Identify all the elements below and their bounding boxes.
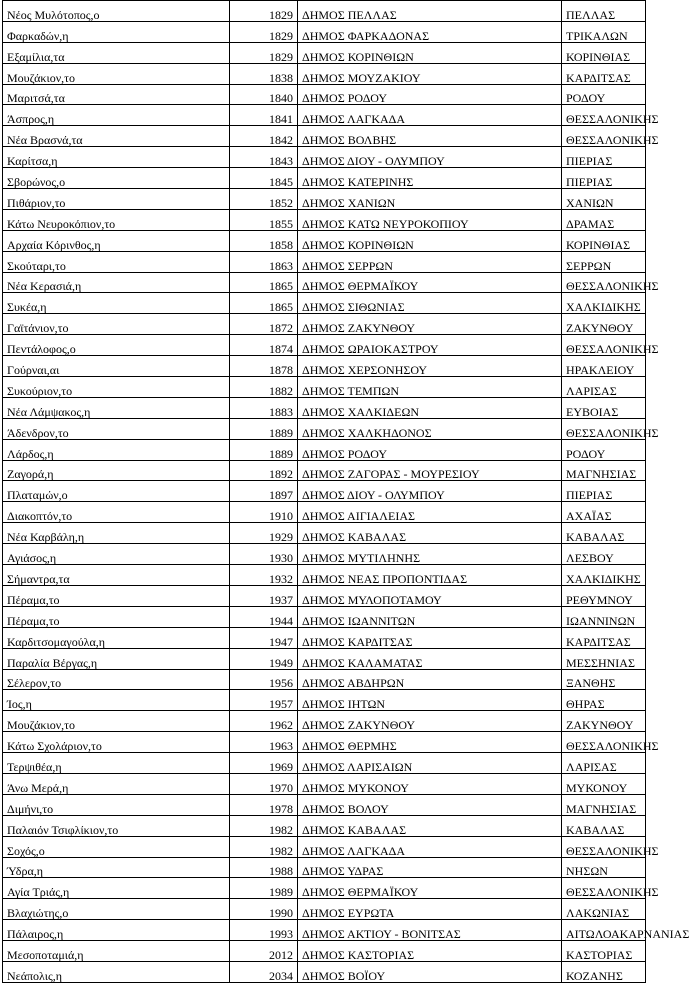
place-cell: Πλαταμών,ο: [3, 481, 230, 502]
year-cell: 1929: [230, 523, 298, 544]
table-row: [3, 753, 646, 774]
prefecture-cell: ΘΕΣΣΑΛΟΝΙΚΗΣ: [562, 418, 646, 439]
prefecture-cell: ΔΡΑΜΑΣ: [562, 209, 646, 230]
table-row: [3, 189, 646, 210]
table-row: [3, 63, 646, 84]
municipality-cell: ΔΗΜΟΣ ΖΑΓΟΡΑΣ - ΜΟΥΡΕΣΙΟΥ: [298, 460, 562, 481]
municipality-cell: ΔΗΜΟΣ ΡΟΔΟΥ: [298, 439, 562, 460]
prefecture-cell: ΖΑΚΥΝΘΟΥ: [562, 314, 646, 335]
place-cell: Μουζάκιον,το: [3, 711, 230, 732]
table-row: [3, 815, 646, 836]
municipality-cell: ΔΗΜΟΣ ΛΑΡΙΣΑΙΩΝ: [298, 753, 562, 774]
table-row: [3, 565, 646, 586]
year-cell: 1956: [230, 669, 298, 690]
table-row: [3, 439, 646, 460]
year-cell: 1989: [230, 878, 298, 899]
place-cell: Αγιάσος,η: [3, 544, 230, 565]
prefecture-cell: ΚΟΡΙΝΘΙΑΣ: [562, 42, 646, 63]
prefecture-cell: ΚΟΡΙΝΘΙΑΣ: [562, 230, 646, 251]
table-row: [3, 857, 646, 878]
year-cell: 1843: [230, 147, 298, 168]
prefecture-cell: ΚΑΡΔΙΤΣΑΣ: [562, 627, 646, 648]
municipality-cell: ΔΗΜΟΣ ΦΑΡΚΑΔΟΝΑΣ: [298, 21, 562, 42]
table-row: [3, 690, 646, 711]
year-cell: 1982: [230, 836, 298, 857]
place-cell: Γούρναι,αι: [3, 356, 230, 377]
year-cell: 1840: [230, 84, 298, 105]
table-row: [3, 899, 646, 920]
municipality-cell: ΔΗΜΟΣ ΚΑΤΕΡΙΝΗΣ: [298, 168, 562, 189]
prefecture-cell: ΧΑΝΙΩΝ: [562, 189, 646, 210]
year-cell: 1970: [230, 773, 298, 794]
municipality-cell: ΔΗΜΟΣ ΚΟΡΙΝΘΙΩΝ: [298, 230, 562, 251]
table-row: [3, 711, 646, 732]
place-cell: Άσπρος,η: [3, 105, 230, 126]
prefecture-cell: ΛΑΚΩΝΙΑΣ: [562, 899, 646, 920]
year-cell: 2034: [230, 961, 298, 982]
municipality-cell: ΔΗΜΟΣ ΠΕΛΛΑΣ: [298, 1, 562, 22]
table-row: [3, 147, 646, 168]
year-cell: 1993: [230, 920, 298, 941]
municipality-cell: ΔΗΜΟΣ ΛΑΓΚΑΔΑ: [298, 836, 562, 857]
place-cell: Βλαχιώτης,ο: [3, 899, 230, 920]
prefecture-cell: ΠΕΛΛΑΣ: [562, 1, 646, 22]
table-row: [3, 606, 646, 627]
table-row: [3, 126, 646, 147]
municipality-cell: ΔΗΜΟΣ ΒΟΪΟΥ: [298, 961, 562, 982]
place-cell: Ύδρα,η: [3, 857, 230, 878]
place-cell: Κάτω Σχολάριον,το: [3, 732, 230, 753]
table-row: [3, 42, 646, 63]
prefecture-cell: ΛΑΡΙΣΑΣ: [562, 377, 646, 398]
year-cell: 1889: [230, 418, 298, 439]
year-cell: 1889: [230, 439, 298, 460]
prefecture-cell: ΣΕΡΡΩΝ: [562, 251, 646, 272]
place-cell: Σήμαντρα,τα: [3, 565, 230, 586]
prefecture-cell: ΚΟΖΑΝΗΣ: [562, 961, 646, 982]
prefecture-cell: ΝΗΣΩΝ: [562, 857, 646, 878]
table-row: [3, 481, 646, 502]
place-cell: Αγία Τριάς,η: [3, 878, 230, 899]
prefecture-cell: ΠΙΕΡΙΑΣ: [562, 147, 646, 168]
municipality-cell: ΔΗΜΟΣ ΙΗΤΩΝ: [298, 690, 562, 711]
prefecture-cell: ΜΑΓΝΗΣΙΑΣ: [562, 460, 646, 481]
place-cell: Διμήνι,το: [3, 794, 230, 815]
prefecture-cell: ΧΑΛΚΙΔΙΚΗΣ: [562, 293, 646, 314]
place-cell: Αρχαία Κόρινθος,η: [3, 230, 230, 251]
municipality-cell: ΔΗΜΟΣ ΝΕΑΣ ΠΡΟΠΟΝΤΙΔΑΣ: [298, 565, 562, 586]
year-cell: 1882: [230, 377, 298, 398]
year-cell: 1892: [230, 460, 298, 481]
place-cell: Διακοπτόν,το: [3, 502, 230, 523]
table-row: [3, 272, 646, 293]
prefecture-cell: ΑΧΑΪΑΣ: [562, 502, 646, 523]
prefecture-cell: ΡΟΔΟΥ: [562, 439, 646, 460]
year-cell: 1845: [230, 168, 298, 189]
place-cell: Συκούριον,το: [3, 377, 230, 398]
municipality-cell: ΔΗΜΟΣ ΕΥΡΩΤΑ: [298, 899, 562, 920]
place-cell: Καρδιτσομαγούλα,η: [3, 627, 230, 648]
place-cell: Πιθάριον,το: [3, 189, 230, 210]
year-cell: 1855: [230, 209, 298, 230]
table-row: [3, 585, 646, 606]
table-row: [3, 669, 646, 690]
municipality-cell: ΔΗΜΟΣ ΔΙΟΥ - ΟΛΥΜΠΟΥ: [298, 147, 562, 168]
year-cell: 1865: [230, 272, 298, 293]
municipality-cell: ΔΗΜΟΣ ΜΥΛΟΠΟΤΑΜΟΥ: [298, 585, 562, 606]
place-cell: Μουζάκιον,το: [3, 63, 230, 84]
table-row: [3, 377, 646, 398]
year-cell: 1910: [230, 502, 298, 523]
place-cell: Παραλία Βέργας,η: [3, 648, 230, 669]
prefecture-cell: ΘΕΣΣΑΛΟΝΙΚΗΣ: [562, 878, 646, 899]
municipality-cell: ΔΗΜΟΣ ΧΕΡΣΟΝΗΣΟΥ: [298, 356, 562, 377]
municipality-cell: ΔΗΜΟΣ ΤΕΜΠΩΝ: [298, 377, 562, 398]
municipality-cell: ΔΗΜΟΣ ΚΑΒΑΛΑΣ: [298, 523, 562, 544]
year-cell: 1949: [230, 648, 298, 669]
table-row: [3, 1, 646, 22]
place-cell: Σβορώνος,ο: [3, 168, 230, 189]
prefecture-cell: ΠΙΕΡΙΑΣ: [562, 481, 646, 502]
table-row: [3, 878, 646, 899]
prefecture-cell: ΕΥΒΟΙΑΣ: [562, 397, 646, 418]
prefecture-cell: ΘΕΣΣΑΛΟΝΙΚΗΣ: [562, 836, 646, 857]
place-cell: Ίος,η: [3, 690, 230, 711]
place-cell: Μαριτσά,τα: [3, 84, 230, 105]
place-cell: Γαϊτάνιον,το: [3, 314, 230, 335]
municipality-cell: ΔΗΜΟΣ ΚΑΒΑΛΑΣ: [298, 815, 562, 836]
place-cell: Πεντάλοφος,ο: [3, 335, 230, 356]
year-cell: 1969: [230, 753, 298, 774]
place-cell: Πάλαιρος,η: [3, 920, 230, 941]
table-row: [3, 627, 646, 648]
prefecture-cell: ΗΡΑΚΛΕΙΟΥ: [562, 356, 646, 377]
prefecture-cell: ΚΑΡΔΙΤΣΑΣ: [562, 63, 646, 84]
table-row: [3, 314, 646, 335]
municipality-cell: ΔΗΜΟΣ ΛΑΓΚΑΔΑ: [298, 105, 562, 126]
year-cell: 1852: [230, 189, 298, 210]
municipality-cell: ΔΗΜΟΣ ΣΕΡΡΩΝ: [298, 251, 562, 272]
year-cell: 1829: [230, 21, 298, 42]
municipality-cell: ΔΗΜΟΣ ΧΑΝΙΩΝ: [298, 189, 562, 210]
prefecture-cell: ΖΑΚΥΝΘΟΥ: [562, 711, 646, 732]
table-row: [3, 84, 646, 105]
prefecture-cell: ΘΕΣΣΑΛΟΝΙΚΗΣ: [562, 272, 646, 293]
table-row: [3, 105, 646, 126]
place-cell: Κάτω Νευροκόπιον,το: [3, 209, 230, 230]
municipality-cell: ΔΗΜΟΣ ΔΙΟΥ - ΟΛΥΜΠΟΥ: [298, 481, 562, 502]
place-cell: Λάρδος,η: [3, 439, 230, 460]
year-cell: 1962: [230, 711, 298, 732]
place-cell: Πέραμα,το: [3, 585, 230, 606]
prefecture-cell: ΞΑΝΘΗΣ: [562, 669, 646, 690]
municipality-cell: ΔΗΜΟΣ ΚΑΣΤΟΡΙΑΣ: [298, 941, 562, 962]
year-cell: 1842: [230, 126, 298, 147]
year-cell: 1932: [230, 565, 298, 586]
year-cell: 1878: [230, 356, 298, 377]
place-cell: Άνω Μερά,η: [3, 773, 230, 794]
table-row: [3, 648, 646, 669]
year-cell: 1944: [230, 606, 298, 627]
place-cell: Τερψιθέα,η: [3, 753, 230, 774]
prefecture-cell: ΘΕΣΣΑΛΟΝΙΚΗΣ: [562, 126, 646, 147]
table-row: [3, 836, 646, 857]
table-row: [3, 21, 646, 42]
municipality-cell: ΔΗΜΟΣ ΑΚΤΙΟΥ - ΒΟΝΙΤΣΑΣ: [298, 920, 562, 941]
table-row: [3, 460, 646, 481]
prefecture-cell: ΡΟΔΟΥ: [562, 84, 646, 105]
municipality-cell: ΔΗΜΟΣ ΒΟΛΟΥ: [298, 794, 562, 815]
table-row: [3, 168, 646, 189]
prefecture-cell: ΘΕΣΣΑΛΟΝΙΚΗΣ: [562, 105, 646, 126]
prefecture-cell: ΛΕΣΒΟΥ: [562, 544, 646, 565]
municipality-cell: ΔΗΜΟΣ ΑΙΓΙΑΛΕΙΑΣ: [298, 502, 562, 523]
municipality-cell: ΔΗΜΟΣ ΜΟΥΖΑΚΙΟΥ: [298, 63, 562, 84]
municipality-cell: ΔΗΜΟΣ ΜΥΤΙΛΗΝΗΣ: [298, 544, 562, 565]
year-cell: 1957: [230, 690, 298, 711]
table-row: [3, 418, 646, 439]
table-row: [3, 251, 646, 272]
year-cell: 1858: [230, 230, 298, 251]
municipality-cell: ΔΗΜΟΣ ΚΑΡΔΙΤΣΑΣ: [298, 627, 562, 648]
place-cell: Σοχός,ο: [3, 836, 230, 857]
year-cell: 1990: [230, 899, 298, 920]
municipality-cell: ΔΗΜΟΣ ΧΑΛΚΗΔΟΝΟΣ: [298, 418, 562, 439]
table-row: [3, 920, 646, 941]
prefecture-cell: ΘΕΣΣΑΛΟΝΙΚΗΣ: [562, 335, 646, 356]
table-row: [3, 961, 646, 982]
records-table: [2, 0, 689, 983]
year-cell: 1829: [230, 42, 298, 63]
table-row: [3, 544, 646, 565]
table-row: [3, 230, 646, 251]
place-cell: Συκέα,η: [3, 293, 230, 314]
table-row: [3, 335, 646, 356]
year-cell: 1897: [230, 481, 298, 502]
place-cell: Άδενδρον,το: [3, 418, 230, 439]
prefecture-cell: ΑΙΤΩΛΟΑΚΑΡΝΑΝΙΑΣ: [562, 920, 646, 941]
place-cell: Μεσοποταμιά,η: [3, 941, 230, 962]
year-cell: 1863: [230, 251, 298, 272]
place-cell: Νέα Καρβάλη,η: [3, 523, 230, 544]
year-cell: 1841: [230, 105, 298, 126]
year-cell: 1865: [230, 293, 298, 314]
prefecture-cell: ΧΑΛΚΙΔΙΚΗΣ: [562, 565, 646, 586]
prefecture-cell: ΠΙΕΡΙΑΣ: [562, 168, 646, 189]
prefecture-cell: ΜΕΣΣΗΝΙΑΣ: [562, 648, 646, 669]
prefecture-cell: ΚΑΣΤΟΡΙΑΣ: [562, 941, 646, 962]
year-cell: 1947: [230, 627, 298, 648]
place-cell: Παλαιόν Τσιφλίκιον,το: [3, 815, 230, 836]
prefecture-cell: ΙΩΑΝΝΙΝΩΝ: [562, 606, 646, 627]
prefecture-cell: ΡΕΘΥΜΝΟΥ: [562, 585, 646, 606]
year-cell: 1978: [230, 794, 298, 815]
records-table-body: [3, 1, 689, 983]
table-row: [3, 397, 646, 418]
table-row: [3, 941, 646, 962]
municipality-cell: ΔΗΜΟΣ ΙΩΑΝΝΙΤΩΝ: [298, 606, 562, 627]
municipality-cell: ΔΗΜΟΣ ΥΔΡΑΣ: [298, 857, 562, 878]
municipality-cell: ΔΗΜΟΣ ΘΕΡΜΗΣ: [298, 732, 562, 753]
prefecture-cell: ΤΡΙΚΑΛΩΝ: [562, 21, 646, 42]
municipality-cell: ΔΗΜΟΣ ΑΒΔΗΡΩΝ: [298, 669, 562, 690]
table-row: [3, 773, 646, 794]
place-cell: Ζαγορά,η: [3, 460, 230, 481]
place-cell: Σκούταρι,το: [3, 251, 230, 272]
municipality-cell: ΔΗΜΟΣ ΡΟΔΟΥ: [298, 84, 562, 105]
table-row: [3, 794, 646, 815]
year-cell: 1988: [230, 857, 298, 878]
year-cell: 1838: [230, 63, 298, 84]
prefecture-cell: ΜΥΚΟΝΟΥ: [562, 773, 646, 794]
table-row: [3, 356, 646, 377]
year-cell: 1982: [230, 815, 298, 836]
municipality-cell: ΔΗΜΟΣ ΚΑΛΑΜΑΤΑΣ: [298, 648, 562, 669]
year-cell: 1829: [230, 1, 298, 22]
place-cell: Νέα Λάμψακος,η: [3, 397, 230, 418]
prefecture-cell: ΚΑΒΑΛΑΣ: [562, 523, 646, 544]
table-row: [3, 732, 646, 753]
table-row: [3, 502, 646, 523]
prefecture-cell: ΜΑΓΝΗΣΙΑΣ: [562, 794, 646, 815]
place-cell: Φαρκαδών,η: [3, 21, 230, 42]
municipality-cell: ΔΗΜΟΣ ΘΕΡΜΑΪΚΟΥ: [298, 272, 562, 293]
municipality-cell: ΔΗΜΟΣ ΖΑΚΥΝΘΟΥ: [298, 711, 562, 732]
year-cell: 1874: [230, 335, 298, 356]
municipality-cell: ΔΗΜΟΣ ΚΑΤΩ ΝΕΥΡΟΚΟΠΙΟΥ: [298, 209, 562, 230]
place-cell: Σέλερον,το: [3, 669, 230, 690]
year-cell: 1930: [230, 544, 298, 565]
place-cell: Πέραμα,το: [3, 606, 230, 627]
year-cell: 1872: [230, 314, 298, 335]
municipality-cell: ΔΗΜΟΣ ΩΡΑΙΟΚΑΣΤΡΟΥ: [298, 335, 562, 356]
place-cell: Νεάπολις,η: [3, 961, 230, 982]
municipality-cell: ΔΗΜΟΣ ΚΟΡΙΝΘΙΩΝ: [298, 42, 562, 63]
prefecture-cell: ΚΑΒΑΛΑΣ: [562, 815, 646, 836]
place-cell: Νέα Κερασιά,η: [3, 272, 230, 293]
year-cell: 2012: [230, 941, 298, 962]
place-cell: Νέος Μυλότοπος,ο: [3, 1, 230, 22]
municipality-cell: ΔΗΜΟΣ ΣΙΘΩΝΙΑΣ: [298, 293, 562, 314]
municipality-cell: ΔΗΜΟΣ ΧΑΛΚΙΔΕΩΝ: [298, 397, 562, 418]
table-row: [3, 293, 646, 314]
table-row: [3, 523, 646, 544]
municipality-cell: ΔΗΜΟΣ ΘΕΡΜΑΪΚΟΥ: [298, 878, 562, 899]
table-row: [3, 209, 646, 230]
place-cell: Νέα Βρασνά,τα: [3, 126, 230, 147]
prefecture-cell: ΘΕΣΣΑΛΟΝΙΚΗΣ: [562, 732, 646, 753]
municipality-cell: ΔΗΜΟΣ ΒΟΛΒΗΣ: [298, 126, 562, 147]
prefecture-cell: ΛΑΡΙΣΑΣ: [562, 753, 646, 774]
year-cell: 1963: [230, 732, 298, 753]
place-cell: Καρίτσα,η: [3, 147, 230, 168]
municipality-cell: ΔΗΜΟΣ ΜΥΚΟΝΟΥ: [298, 773, 562, 794]
year-cell: 1883: [230, 397, 298, 418]
municipality-cell: ΔΗΜΟΣ ΖΑΚΥΝΘΟΥ: [298, 314, 562, 335]
year-cell: 1937: [230, 585, 298, 606]
prefecture-cell: ΘΗΡΑΣ: [562, 690, 646, 711]
place-cell: Εξαμίλια,τα: [3, 42, 230, 63]
